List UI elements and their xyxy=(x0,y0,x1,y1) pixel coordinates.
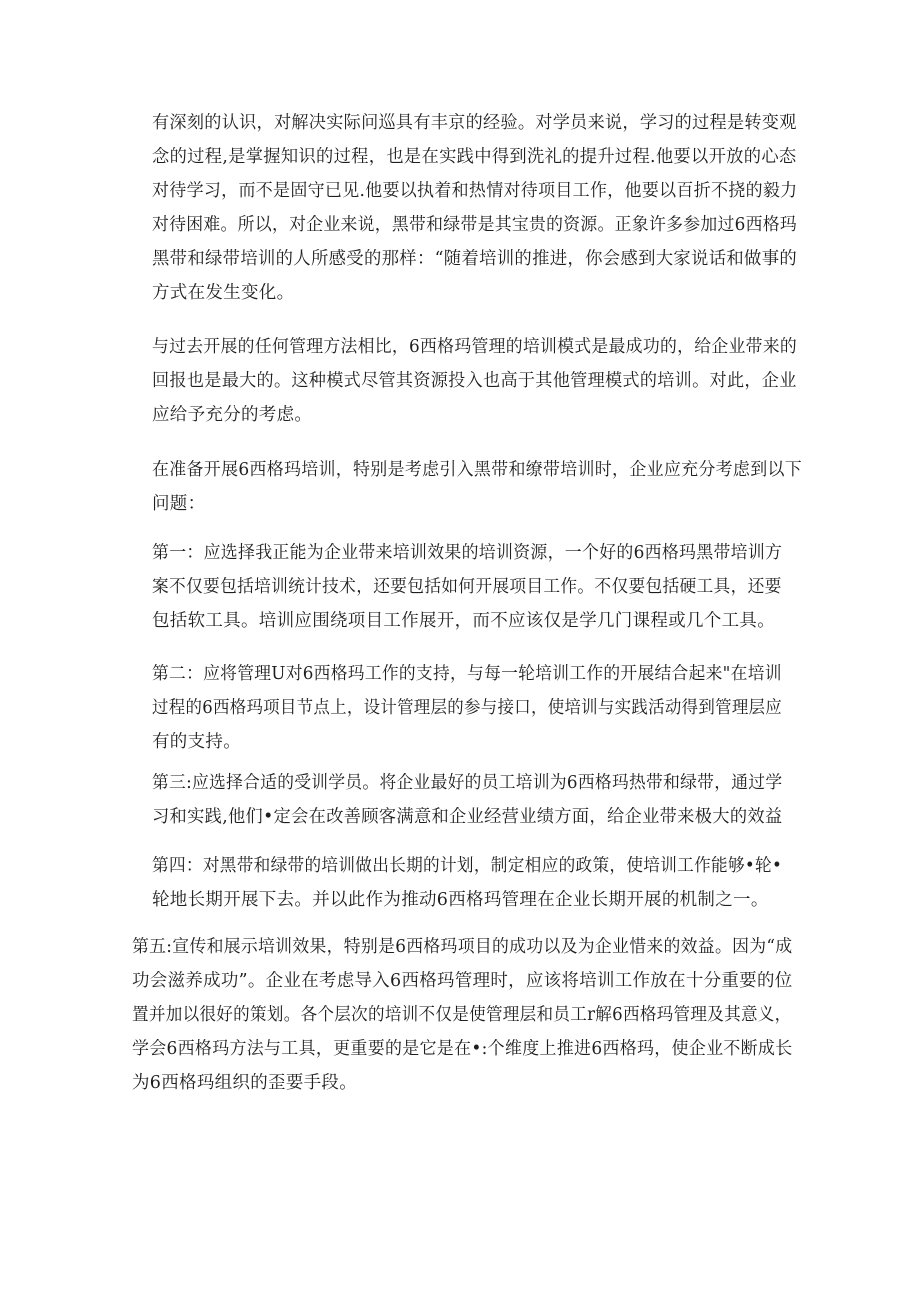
text-line: 学会6西格玛方法与工具，更重要的是它是在•:个维度上推进6西格玛，使企业不断成长 xyxy=(132,1039,793,1059)
text-line: 有的支持。 xyxy=(152,732,241,752)
text-line: 应给予充分的考虑。 xyxy=(152,405,313,425)
text-line: 包括软工具。培训应围绕项目工作展开，而不应该仅是学几门课程或几个工具。 xyxy=(152,611,775,631)
text-line: 第五:宣传和展示培训效果，特别是6西格玛项目的成功以及为企业惜来的效益。因为“成 xyxy=(132,937,793,957)
text-line: 回报也是最大的。这种模式尽管其资源投入也高于其他管理模式的培训。对此，企业 xyxy=(152,371,797,391)
text-line: 功会滋养成功”。企业在考虑导入6西格玛管理时，应该将培训工作放在十分重要的位 xyxy=(132,971,793,991)
text-line: 对待学习，而不是固守已见.他要以执着和热情对待项目工作，他要以百折不挠的毅力 xyxy=(152,181,798,201)
text-line: 第四：对黑带和绿带的培训做出长期的计划，制定相应的政策，使培训工作能够•轮• xyxy=(152,856,783,876)
text-line: 第一：应选择我正能为企业带来培训效果的培训资源，一个好的6西格玛黑带培训方 xyxy=(152,543,783,563)
text-line: 第二：应将管理U对6西格玛工作的支持，与每一轮培训工作的开展结合起来"在培训 xyxy=(152,664,782,684)
text-line: 轮地长期开展下去。并以此作为推动6西格玛管理在企业长期开展的机制之一。 xyxy=(152,890,769,910)
text-line: 过程的6西格玛项目节点上，设计管理层的参与接口，使培训与实践活动得到管理层应 xyxy=(152,698,783,718)
text-line: 与过去开展的任何管理方法相比，6西格玛管理的培训模式是最成功的，给企业带来的 xyxy=(152,337,798,357)
text-line: 第三:应选择合适的受训学员。将企业最好的员工培训为6西格玛热带和绿带，通过学 xyxy=(152,773,783,793)
text-line: 有深刻的认识，对解决实际问巡具有丰京的经验。对学员来说，学习的过程是转变观 xyxy=(152,113,797,133)
text-line: 黑带和绿带培训的人所感受的那样：“随着培训的推进，你会感到大家说话和做事的 xyxy=(152,249,798,269)
text-line: 方式在发生变化。 xyxy=(152,283,295,303)
text-line: 问题： xyxy=(152,494,206,514)
text-line: 念的过程,是掌握知识的过程，也是在实践中得到洗礼的提升过程.他要以开放的心态 xyxy=(152,147,797,167)
text-line: 在准备开展6西格玛培训，特别是考虑引入黑带和缭带培训时，企业应充分考虑到以下 xyxy=(152,460,802,480)
text-line: 对待困难。所以，对企业来说，黑带和绿带是其宝贵的资源。正象许多参加过6西格玛 xyxy=(152,215,798,235)
text-line: 案不仅要包括培训统计技术，还要包括如何开展项目工作。不仅要包括硬工具，还要 xyxy=(152,577,782,597)
text-line: 置并加以很好的策划。各个层次的培训不仅是使管理层和员工r解6西格玛管理及其意义， xyxy=(132,1005,792,1025)
text-line: 为6西格玛组织的歪要手段。 xyxy=(132,1073,358,1093)
text-line: 习和实践,他们•定会在改善顾客满意和企业经营业绩方面，给企业带来极大的效益 xyxy=(152,807,783,827)
